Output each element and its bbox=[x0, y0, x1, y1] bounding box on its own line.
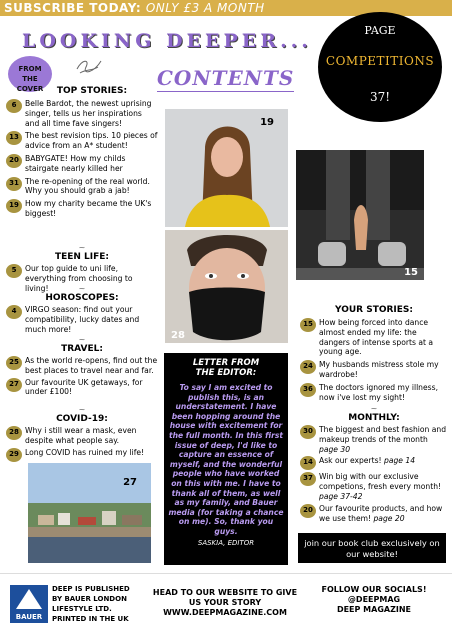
cover-badge-line: COVER bbox=[16, 85, 44, 93]
cover-girl-photo bbox=[165, 109, 288, 227]
travel-section bbox=[6, 335, 158, 397]
footer-divider bbox=[0, 573, 452, 574]
entry-text bbox=[319, 383, 448, 403]
monthly-section bbox=[300, 404, 448, 523]
top-stories-heading: TOP STORIES: bbox=[56, 86, 128, 96]
covid-heading: COVID-19: bbox=[56, 414, 108, 424]
page-number-badge: 36 bbox=[300, 383, 316, 397]
page-number-badge: 31 bbox=[6, 177, 22, 191]
contents-entry[interactable] bbox=[300, 504, 448, 524]
page-number-badge: 13 bbox=[6, 131, 22, 145]
contents-entry[interactable] bbox=[300, 383, 448, 403]
monthly-list bbox=[300, 425, 448, 523]
bauer-logo-text: BAUER bbox=[15, 613, 43, 621]
page-number-badge: 24 bbox=[300, 360, 316, 374]
signature-scribble-icon bbox=[74, 55, 104, 77]
page-number-badge: 37 bbox=[300, 472, 316, 486]
your-stories-section bbox=[300, 305, 448, 402]
contents-entry[interactable] bbox=[6, 177, 158, 197]
photo-page-number: 27 bbox=[123, 477, 137, 488]
competitions-badge[interactable] bbox=[318, 12, 442, 122]
horoscopes-heading: HOROSCOPES: bbox=[45, 293, 119, 303]
ballet-shoes-illustration bbox=[296, 150, 424, 280]
page-number-badge: 4 bbox=[6, 305, 22, 319]
page-number-badge: 5 bbox=[6, 264, 22, 278]
website-cta bbox=[150, 588, 300, 618]
covid-section bbox=[6, 405, 158, 462]
magazine-name: DEEP MAGAZINE bbox=[336, 605, 412, 614]
entry-text bbox=[25, 305, 158, 334]
page-number-badge: 29 bbox=[6, 448, 22, 462]
entry-text bbox=[319, 425, 448, 454]
page-number-badge: 14 bbox=[300, 456, 316, 470]
entry-description: The best revision tips. 10 pieces of advice from an A* student! bbox=[25, 131, 158, 151]
page-number-badge: 30 bbox=[300, 425, 316, 439]
cover-badge-line: THE bbox=[22, 75, 38, 83]
subscribe-offer: ONLY £3 A MONTH bbox=[145, 1, 265, 15]
entry-text bbox=[319, 504, 448, 524]
entry-description: Ask our experts! bbox=[319, 456, 382, 466]
entry-page-ref: page 37-42 bbox=[319, 491, 363, 501]
page-number-badge: 6 bbox=[6, 99, 22, 113]
editor-body: To say I am excited to publish this, is an understatement. I have been hopping around the house with excitement for the full month. In this first issue of deep, I'd like to capture an essence of myself, and the wonderful people who have worked on this with me. I have to thank all of them, as well as my family, and Bauer media (for taking a chance on me). So, thank you guys. bbox=[168, 383, 284, 536]
entry-text bbox=[319, 318, 448, 357]
entry-description: BABYGATE! How my childs stairgate nearly killed her bbox=[25, 153, 126, 173]
photo-page-number: 19 bbox=[260, 117, 274, 128]
page-number-badge: 20 bbox=[300, 504, 316, 518]
contents-entry[interactable] bbox=[6, 154, 158, 174]
entry-description: Our top guide to uni life, everything from choosing to living! bbox=[25, 264, 133, 293]
entry-description: Why i still wear a mask, even despite what people say. bbox=[25, 426, 137, 445]
your-stories-heading: YOUR STORIES: bbox=[335, 305, 413, 315]
entry-page-ref: page 20 bbox=[373, 513, 405, 523]
entry-text bbox=[25, 131, 158, 151]
horoscopes-section bbox=[6, 284, 158, 334]
separator: ~ bbox=[78, 284, 86, 293]
covid-list bbox=[6, 426, 158, 462]
entry-description: The doctors ignored my illness, now i've lost my sight! bbox=[319, 382, 438, 402]
bauer-logo bbox=[10, 585, 48, 623]
publisher-text: DEEP IS PUBLISHED BY BAUER LONDON LIFESTYLE LTD. PRINTED IN THE UK bbox=[52, 585, 130, 623]
entry-text bbox=[319, 360, 448, 380]
entry-description: Long COVID has ruined my life! bbox=[25, 447, 145, 457]
entry-description: Our favourite UK getaways, for under £100! bbox=[25, 377, 143, 397]
entry-text bbox=[319, 472, 448, 501]
contents-heading: CONTENTS bbox=[157, 66, 295, 90]
entry-text bbox=[319, 456, 415, 466]
entry-description: How being forced into dance almost ended my life: the dangers of intense sports at a young age. bbox=[319, 318, 434, 357]
contents-entry[interactable] bbox=[6, 356, 158, 376]
photo-page-number: 28 bbox=[171, 330, 185, 341]
top-stories-list bbox=[6, 99, 158, 219]
contents-entry[interactable] bbox=[6, 378, 158, 398]
page-number-badge: 28 bbox=[6, 426, 22, 440]
travel-list bbox=[6, 356, 158, 397]
masked-boy-photo bbox=[165, 230, 288, 343]
monthly-heading: MONTHLY: bbox=[348, 413, 400, 423]
contents-entry[interactable] bbox=[6, 199, 158, 219]
harbour-photo bbox=[28, 463, 151, 563]
contents-entry[interactable] bbox=[300, 456, 448, 470]
separator: ~ bbox=[78, 405, 86, 414]
entry-page-ref: page 14 bbox=[384, 456, 416, 466]
website-cta-text: HEAD TO OUR WEBSITE TO GIVE US YOUR STORY bbox=[152, 588, 298, 607]
editor-signature: SASKIA, EDITOR bbox=[197, 538, 255, 547]
entry-text bbox=[25, 448, 144, 458]
contents-entry[interactable] bbox=[6, 305, 158, 334]
teen-life-heading: TEEN LIFE: bbox=[54, 252, 110, 262]
entry-description: As the world re-opens, find out the best places to travel near and far. bbox=[25, 356, 158, 375]
social-handle-link[interactable]: @DEEPMAG bbox=[347, 595, 401, 604]
editor-title-line2: THE EDITOR: bbox=[195, 368, 257, 378]
entry-text bbox=[25, 426, 158, 446]
competitions-page-label: PAGE bbox=[364, 24, 396, 37]
page-number-badge: 15 bbox=[300, 318, 316, 332]
dancer-photo bbox=[296, 150, 424, 280]
page-title: LOOKING DEEPER... bbox=[22, 30, 312, 52]
entry-page-ref: page 30 bbox=[319, 444, 351, 454]
entry-description: The biggest and best fashion and makeup trends of the month bbox=[319, 425, 447, 444]
entry-description: My husbands mistress stole my wardrobe! bbox=[319, 360, 439, 379]
contents-entry[interactable] bbox=[6, 426, 158, 446]
horoscopes-list bbox=[6, 305, 158, 334]
bauer-triangle-icon bbox=[16, 589, 42, 609]
contents-entry[interactable] bbox=[300, 425, 448, 454]
entry-description: VIRGO season: find out your compatibility, lucky dates and much more! bbox=[25, 305, 140, 334]
socials-block bbox=[304, 585, 444, 615]
boy-portrait-illustration bbox=[165, 230, 288, 343]
photo-page-number: 15 bbox=[404, 267, 418, 278]
page-number-badge: 27 bbox=[6, 378, 22, 392]
competitions-page-number: 37! bbox=[369, 90, 391, 104]
page-number-badge: 25 bbox=[6, 356, 22, 370]
your-stories-list bbox=[300, 318, 448, 402]
entry-text bbox=[25, 99, 158, 128]
separator: ~ bbox=[78, 243, 86, 252]
separator: ~ bbox=[78, 335, 86, 344]
book-club-banner[interactable]: join our book club exclusively on our website! bbox=[298, 533, 446, 563]
contents-entry[interactable] bbox=[6, 131, 158, 151]
entry-description: How my charity became the UK's biggest! bbox=[25, 199, 152, 218]
letter-from-editor bbox=[164, 353, 288, 565]
entry-text bbox=[25, 378, 158, 398]
website-link[interactable]: WWW.DEEPMAGAZINE.COM bbox=[163, 608, 287, 617]
left-column bbox=[6, 86, 158, 219]
contents-entry[interactable] bbox=[6, 99, 158, 128]
entry-text bbox=[25, 177, 158, 197]
socials-cta: FOLLOW OUR SOCIALS! bbox=[321, 585, 427, 594]
entry-text bbox=[25, 356, 158, 376]
contents-entry[interactable] bbox=[300, 472, 448, 501]
contents-entry[interactable] bbox=[6, 448, 158, 462]
page-number-badge: 19 bbox=[6, 199, 22, 213]
entry-text bbox=[25, 154, 158, 174]
cover-badge-line: FROM bbox=[18, 65, 42, 73]
contents-entry[interactable] bbox=[300, 318, 448, 357]
entry-description: Our favourite products, and how we use them! bbox=[319, 503, 443, 523]
entry-text bbox=[25, 199, 158, 219]
contents-entry[interactable] bbox=[300, 360, 448, 380]
entry-description: The re-opening of the real world. Why you should grab a jab! bbox=[25, 176, 150, 196]
subscribe-text: SUBSCRIBE TODAY: bbox=[4, 1, 142, 15]
page-number-badge: 20 bbox=[6, 154, 22, 168]
travel-heading: TRAVEL: bbox=[61, 344, 103, 354]
separator: ~ bbox=[370, 404, 378, 413]
entry-description: Belle Bardot, the newest uprising singer, tells us her inspirations and all time fave singers! bbox=[25, 99, 152, 128]
entry-description: Win big with our exclusive competions, fresh every month! bbox=[319, 472, 442, 492]
editor-title-line1: LETTER FROM bbox=[192, 358, 260, 368]
competitions-label: COMPETITIONS bbox=[325, 54, 435, 68]
